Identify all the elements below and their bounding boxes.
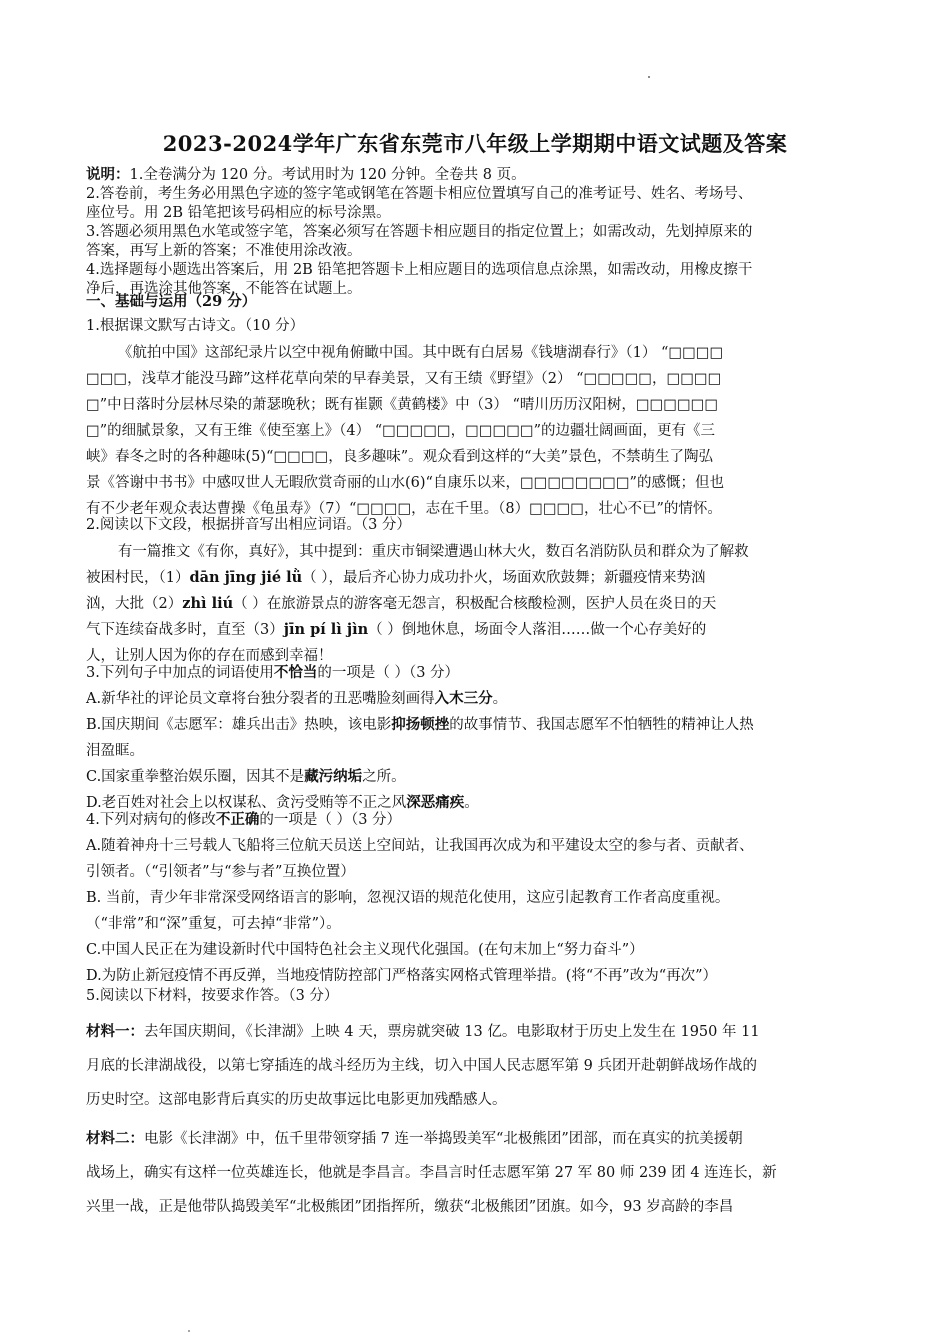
stem-text: 3.下列句子中加点的词语使用 — [86, 665, 274, 681]
pinyin-1: dān jīng jié lǜ — [189, 569, 303, 586]
pinyin-2: zhì liú — [182, 595, 234, 612]
option-c: C.中国人民正在为建设新时代中国特色社会主义现代化强国。(在句末加上“努力奋斗”） — [86, 942, 644, 958]
passage-line: 景《答谢中书书》中感叹世人无暇欣赏奇丽的山水(6)“自康乐以来，□□□□□□□□”的感慨；但也 — [86, 475, 724, 491]
section-heading: 一、基础与运用（29 分） — [86, 293, 257, 310]
question-3 — [86, 660, 866, 816]
material-text: 电影《长津湖》中，伍千里带领穿插 7 连一举捣毁美军“北极熊团”团部，而在真实的抗美援朝 — [144, 1131, 743, 1147]
dotted-word: 入木三分 — [434, 690, 493, 707]
material-text: 去年国庆期间，《长津湖》上映 4 天，票房就突破 13 亿。电影取材于历史上发生在 1950 年 11 — [144, 1024, 760, 1040]
option-text: （“非常”和“深”重复，可去掉“非常”）。 — [86, 916, 341, 932]
passage-text: 汹，大批（2） — [86, 596, 183, 612]
passage-line: 峡》春冬之时的各种趣味(5)“□□□□，良多趣味”。观众看到这样的“大美”景色，不禁萌生了陶弘 — [86, 449, 713, 465]
material-label: 材料二： — [86, 1130, 144, 1147]
instructions — [86, 165, 866, 299]
question-1-stem: 1.根据课文默写古诗文。（10 分） — [86, 318, 305, 334]
stem-emphasis: 不恰当 — [273, 664, 318, 681]
passage-text: 气下连续奋战多时，直至（3） — [86, 622, 284, 638]
passage-line: 有一篇推文《有你，真好》，其中提到：重庆市铜梁遭遇山林大火，数百名消防队员和群众为了解救 — [117, 544, 749, 560]
instruction-line: 答案，再写上新的答案；不准使用涂改液。 — [86, 243, 362, 259]
dotted-word: 藏污纳垢 — [304, 768, 363, 785]
option-b: B. 当前，青少年非常深受网络语言的影响，忽视汉语的规范化使用，这应引起教育工作者高度重视。 — [86, 890, 730, 906]
passage-line: □□□，浅草才能没马蹄”这样花草向荣的早春美景，又有王绩《野望》（2） “□□□□□，□□□□ — [86, 371, 722, 387]
material-text: 战场上，确实有这样一位英雄连长，他就是李昌言。李昌言时任志愿军第 27 军 80 师 239 团 4 连连长，新 — [86, 1165, 777, 1181]
instruction-line: 3.答题必须用黑色水笔或签字笔，答案必须写在答题卡相应题目的指定位置上；如需改动，先划掉原来的 — [86, 224, 753, 240]
material-1 — [86, 1015, 866, 1117]
stem-text: 4.下列对病句的修改 — [86, 812, 216, 828]
instruction-line: 座位号。用 2B 铅笔把该号码相应的标号涂黑。 — [86, 205, 391, 221]
instructions-label: 说明： — [86, 166, 130, 183]
passage-text: （ ）在旅游景点的游客毫无怨言，积极配合核酸检测，医护人员在炎日的天 — [233, 596, 717, 612]
passage-line: 《航拍中国》这部纪录片以空中视角俯瞰中国。其中既有白居易《钱塘湖春行》（1） “□□□□ — [117, 345, 724, 361]
option-text: 之所。 — [362, 769, 406, 785]
option-c: C.国家重拳整治娱乐圈，因其不是 — [86, 769, 305, 785]
material-text: 月底的长津湖战役，以第七穿插连的战斗经历为主线，切入中国人民志愿军第 9 兵团开赴朝鲜战场作战的 — [86, 1058, 757, 1074]
stem-emphasis: 不正确 — [215, 811, 260, 828]
question-2-stem: 2.阅读以下文段，根据拼音写出相应词语。（3 分） — [86, 517, 411, 533]
material-text: 兴里一战，正是他带队捣毁美军“北极熊团”团指挥所，缴获“北极熊团”团旗。如今，93 岁高龄的李昌 — [86, 1199, 734, 1215]
stem-text: 的一项是（ ）（3 分） — [259, 812, 402, 828]
passage-line: 人，让别人因为你的存在而感到幸福！ — [86, 648, 333, 664]
material-label: 材料一： — [86, 1023, 144, 1040]
dotted-word: 抑扬顿挫 — [391, 716, 450, 733]
pinyin-3: jīn pí lì jìn — [283, 621, 369, 638]
passage-text: （ ）倒地休息，场面令人落泪……做一个心存美好的 — [368, 622, 707, 638]
option-text: 引领者。（“引领者”与“参与者”互换位置） — [86, 864, 355, 880]
scan-dot — [648, 76, 650, 78]
instruction-line: 2.答卷前，考生务必用黑色字迹的签字笔或钢笔在答题卡相应位置填写自己的准考证号、姓名、考场号、 — [86, 186, 753, 202]
question-1-passage — [86, 340, 866, 522]
passage-text: 被困村民，（1） — [86, 570, 190, 586]
dotted-word: 深恶痛疾 — [406, 794, 465, 811]
option-text: 。 — [464, 795, 479, 811]
question-4 — [86, 807, 866, 989]
material-text: 历史时空。这部电影背后真实的历史故事远比电影更加残酷感人。 — [86, 1092, 507, 1108]
option-d: D.为防止新冠疫情不再反弹，当地疫情防控部门严格落实网格式管理举措。(将“不再”改为“再次”） — [86, 968, 718, 984]
option-text: 泪盈眶。 — [86, 743, 144, 759]
passage-line: □”中日落时分层林尽染的萧瑟晚秋；既有崔颢《黄鹤楼》中（3） “晴川历历汉阳树，□□□□□□ — [86, 397, 719, 413]
passage-line: 有不少老年观众表达曹操《龟虽寿》（7）“□□□□，志在千里。（8）□□□□，壮心不已”的情怀。 — [86, 501, 722, 517]
material-2 — [86, 1122, 866, 1224]
question-5-stem: 5.阅读以下材料，按要求作答。（3 分） — [86, 988, 339, 1004]
stem-text: 的一项是（ ）（3 分） — [317, 665, 460, 681]
instruction-line: 净后，再选涂其他答案，不能答在试题上。 — [86, 281, 362, 297]
instruction-line: 4.选择题每小题选出答案后，用 2B 铅笔把答题卡上相应题目的选项信息点涂黑，如需改动，用橡皮擦干 — [86, 262, 753, 278]
option-a: A.随着神舟十三号载人飞船将三位航天员送上空间站，让我国再次成为和平建设太空的参与者、贡献者、 — [86, 838, 754, 854]
option-b: B.国庆期间《志愿军：雄兵出击》热映，该电影 — [86, 717, 392, 733]
option-text: 。 — [492, 691, 508, 707]
option-d: D.老百姓对社会上以权谋私、贪污受贿等不正之风 — [86, 795, 407, 811]
option-a: A.新华社的评论员文章将台独分裂者的丑恶嘴脸刻画得 — [86, 691, 435, 707]
page-title: 2023-2024学年广东省东莞市八年级上学期期中语文试题及答案 — [162, 131, 788, 156]
passage-text: （ ），最后齐心协力成功扑火，场面欢欣鼓舞；新疆疫情来势汹 — [302, 570, 706, 586]
instruction-line: 1.全卷满分为 120 分。考试用时为 120 分钟。全卷共 8 页。 — [129, 167, 526, 183]
passage-line: □”的细腻景象，又有王维《使至塞上》（4） “□□□□□，□□□□□”的边疆壮阔画面，更有《三 — [86, 423, 716, 439]
question-2-passage — [86, 539, 866, 669]
scan-dot — [188, 1330, 190, 1332]
option-text: 的故事情节、我国志愿军不怕牺牲的精神让人热 — [449, 717, 754, 733]
